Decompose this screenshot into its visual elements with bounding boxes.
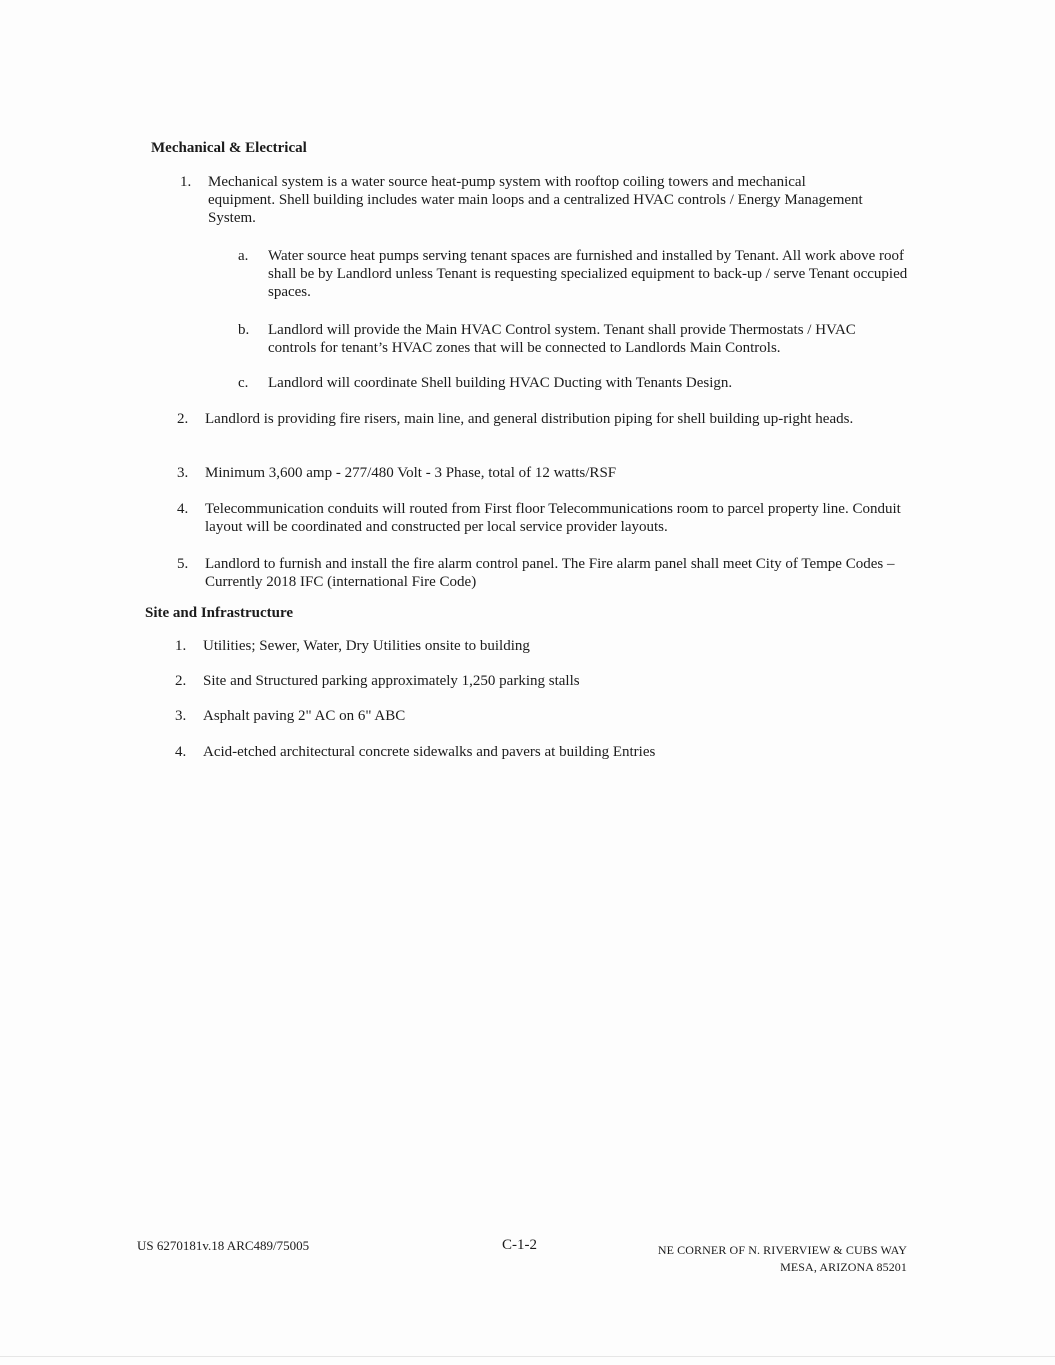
list-item-number: 1. bbox=[175, 638, 187, 654]
list-item bbox=[175, 672, 875, 690]
list-item-text: Minimum 3,600 amp - 277/480 Volt - 3 Phase, total of 12 watts/RSF bbox=[205, 465, 617, 481]
list-item bbox=[177, 410, 877, 428]
footer-address bbox=[658, 1242, 907, 1276]
list-item bbox=[177, 555, 917, 591]
list-item-text: Acid-etched architectural concrete sidewalks and pavers at building Entries bbox=[203, 744, 656, 760]
sub-list-item bbox=[238, 321, 888, 357]
list-item bbox=[175, 707, 875, 725]
list-item-text: Site and Structured parking approximately 1,250 parking stalls bbox=[203, 673, 580, 689]
scan-edge-line bbox=[0, 1356, 1055, 1357]
list-item-text: Utilities; Sewer, Water, Dry Utilities onsite to building bbox=[203, 638, 530, 654]
list-item bbox=[175, 637, 875, 655]
list-item-number: 3. bbox=[177, 465, 189, 481]
sub-list-item-text: Landlord will coordinate Shell building HVAC Ducting with Tenants Design. bbox=[268, 375, 733, 391]
sub-list-item-text: Landlord will provide the Main HVAC Control system. Tenant shall provide Thermostats / HVAC controls for tenant’s HVAC zones that will be connected to Landlords Main Controls. bbox=[268, 322, 856, 356]
list-item-number: 1. bbox=[180, 174, 192, 190]
list-item-text: Mechanical system is a water source heat-pump system with rooftop coiling towers and mechanical equipment. Shell building includes water main loops and a centralized HVAC controls / Energy Management System. bbox=[208, 174, 863, 226]
footer-document-id: US 6270181v.18 ARC489/75005 bbox=[137, 1238, 310, 1253]
footer-address-line1: NE CORNER OF N. RIVERVIEW & CUBS WAY bbox=[657, 1243, 907, 1257]
sub-list-item bbox=[238, 374, 888, 392]
sub-list-item bbox=[238, 247, 908, 301]
sub-list-item-letter: a. bbox=[238, 248, 249, 264]
list-item-number: 2. bbox=[175, 673, 187, 689]
list-item-text: Telecommunication conduits will routed from First floor Telecommunications room to parcel property line. Conduit layout will be coordinated and constructed per local service provider layouts. bbox=[205, 501, 901, 535]
section-heading-mechanical-electrical: Mechanical & Electrical bbox=[151, 140, 307, 156]
list-item bbox=[175, 743, 875, 761]
list-item-number: 4. bbox=[175, 744, 187, 760]
list-item-number: 4. bbox=[177, 501, 189, 517]
list-item-number: 5. bbox=[177, 556, 189, 572]
sub-list-item-letter: b. bbox=[238, 322, 250, 338]
section-heading-site-infrastructure: Site and Infrastructure bbox=[145, 605, 294, 621]
footer-address-line2: MESA, ARIZONA 85201 bbox=[780, 1260, 907, 1274]
list-item-number: 3. bbox=[175, 708, 187, 724]
list-item-text: Landlord to furnish and install the fire alarm control panel. The Fire alarm panel shall meet City of Tempe Codes – Currently 2018 IFC (international Fire Code) bbox=[205, 556, 895, 590]
footer-page-number: C-1-2 bbox=[502, 1237, 537, 1253]
list-item-text: Landlord is providing fire risers, main line, and general distribution piping for shell building up-right heads. bbox=[205, 411, 854, 427]
list-item bbox=[177, 500, 922, 536]
sub-list-item-letter: c. bbox=[238, 375, 249, 391]
list-item bbox=[180, 173, 870, 227]
list-item-number: 2. bbox=[177, 411, 189, 427]
list-item bbox=[177, 464, 877, 482]
sub-list-item-text: Water source heat pumps serving tenant spaces are furnished and installed by Tenant. All work above roof shall be by Landlord unless Tenant is requesting specialized equipment to back-up / serve Tenant occupied spaces. bbox=[268, 248, 908, 300]
list-item-text: Asphalt paving 2" AC on 6" ABC bbox=[203, 708, 406, 724]
